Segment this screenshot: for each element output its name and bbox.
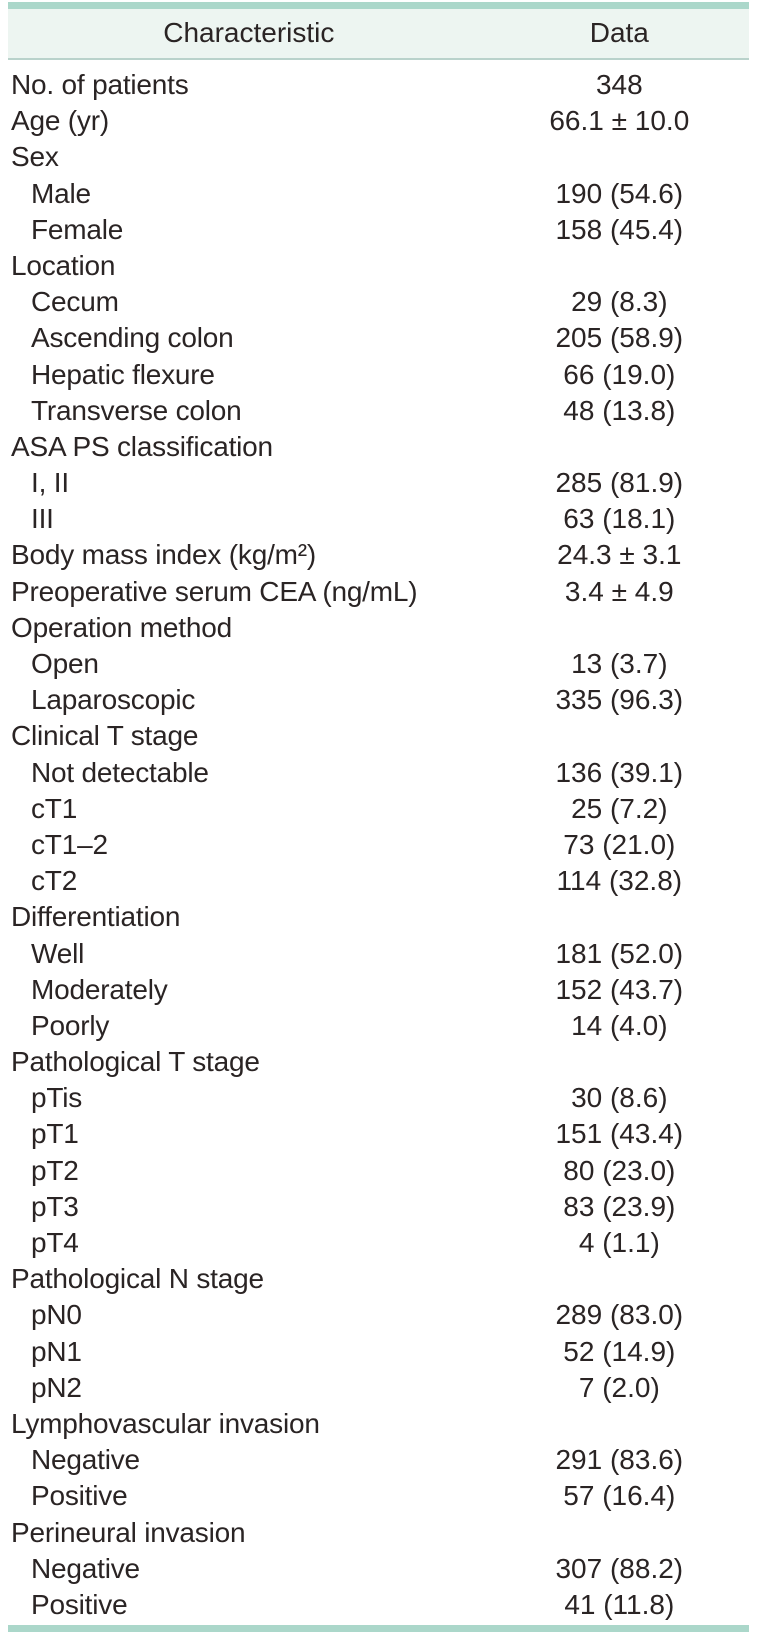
row-value: 190 (54.6) (555, 177, 684, 209)
table-row (8, 755, 749, 791)
column-header-data: Data (589, 17, 649, 49)
row-label: pT4 (31, 1227, 79, 1258)
row-label: Negative (31, 1552, 140, 1584)
table-row (8, 537, 749, 573)
table-row (8, 1297, 749, 1333)
row-value: 52 (14.9) (563, 1335, 676, 1367)
row-value: 3.4 ± 4.9 (564, 575, 674, 607)
row-value: 25 (7.2) (571, 792, 668, 824)
row-label: Well (31, 937, 85, 969)
row-label: Preoperative serum CEA (ng/mL) (11, 575, 418, 607)
table-row (8, 212, 749, 248)
table-row (8, 1080, 749, 1116)
table-top-border (8, 2, 749, 9)
table-row (8, 176, 749, 212)
row-label: Open (31, 648, 99, 679)
row-label: Perineural invasion (11, 1516, 246, 1548)
row-label: Moderately (31, 973, 168, 1005)
row-label: Positive (31, 1480, 128, 1512)
table-row (8, 103, 749, 139)
table-row (8, 1551, 749, 1587)
table-row (8, 1515, 749, 1551)
row-label: Not detectable (31, 756, 209, 788)
row-label: Clinical T stage (11, 720, 199, 752)
row-label: Sex (11, 141, 59, 173)
table-row (8, 936, 749, 972)
table-row (8, 1406, 749, 1442)
row-label: Positive (31, 1588, 128, 1620)
table-row (8, 1442, 749, 1478)
row-label: pT1 (31, 1118, 79, 1150)
table-row (8, 429, 749, 465)
row-label: Negative (31, 1444, 140, 1476)
table-row (8, 248, 749, 284)
row-value: 66 (19.0) (563, 358, 676, 390)
row-value: 348 (595, 69, 643, 100)
row-label: pN2 (31, 1371, 82, 1403)
row-value: 7 (2.0) (578, 1371, 660, 1403)
row-label: pN1 (31, 1335, 82, 1367)
table-row (8, 610, 749, 646)
row-value: 29 (8.3) (571, 286, 668, 318)
row-value: 57 (16.4) (563, 1480, 676, 1512)
table-row (8, 139, 749, 175)
column-header-characteristic: Characteristic (163, 17, 335, 49)
table-row (8, 899, 749, 935)
row-value: 13 (3.7) (571, 648, 668, 679)
row-value: 152 (43.7) (555, 973, 684, 1005)
table-row (8, 1587, 749, 1623)
row-value: 48 (13.8) (563, 394, 676, 426)
row-label: Pathological N stage (11, 1263, 264, 1295)
row-label: III (31, 503, 54, 535)
row-value: 4 (1.1) (578, 1227, 660, 1258)
row-label: cT2 (31, 865, 78, 897)
row-value: 83 (23.9) (563, 1190, 676, 1222)
row-value: 73 (21.0) (563, 828, 676, 860)
row-value: 289 (83.0) (555, 1299, 684, 1331)
row-value: 41 (11.8) (564, 1588, 675, 1620)
table-row (8, 465, 749, 501)
row-value: 14 (4.0) (571, 1009, 668, 1041)
table-row (8, 1261, 749, 1297)
table-row (8, 827, 749, 863)
row-label: Ascending colon (31, 322, 234, 354)
row-label: Body mass index (kg/m²) (11, 539, 317, 571)
table-row (8, 646, 749, 682)
table-row (8, 574, 749, 610)
table-row (8, 682, 749, 718)
row-label: pT2 (31, 1154, 79, 1186)
table-row (8, 501, 749, 537)
row-label: Lymphovascular invasion (11, 1407, 320, 1439)
table-row (8, 393, 749, 429)
row-label: Poorly (31, 1009, 110, 1041)
table-row (8, 718, 749, 754)
row-label: pT3 (31, 1190, 79, 1222)
row-value: 158 (45.4) (555, 213, 684, 245)
row-label: cT1 (31, 792, 78, 824)
table-row (8, 863, 749, 899)
table-row (8, 1189, 749, 1225)
row-label: ASA PS classification (11, 430, 273, 462)
table-row (8, 1044, 749, 1080)
row-value: 181 (52.0) (555, 937, 684, 969)
table-row (8, 1478, 749, 1514)
table-body (8, 60, 749, 1623)
table-row (8, 972, 749, 1008)
row-value: 136 (39.1) (555, 756, 684, 788)
row-label: Laparoscopic (31, 684, 196, 716)
row-value: 66.1 ± 10.0 (549, 105, 690, 137)
row-label: Location (11, 249, 116, 281)
row-label: pN0 (31, 1299, 82, 1331)
row-value: 151 (43.4) (555, 1118, 684, 1150)
table-row (8, 284, 749, 320)
table-header-row (8, 9, 749, 60)
row-value: 335 (96.3) (555, 684, 684, 716)
row-label: Hepatic flexure (31, 358, 215, 390)
row-value: 114 (32.8) (556, 865, 683, 897)
row-label: No. of patients (11, 69, 189, 100)
table-row (8, 1370, 749, 1406)
row-value: 80 (23.0) (563, 1154, 676, 1186)
row-label: Male (31, 177, 91, 209)
table-row (8, 1153, 749, 1189)
table-row (8, 320, 749, 356)
row-label: pTis (31, 1082, 83, 1114)
row-label: Operation method (11, 611, 232, 643)
row-value: 63 (18.1) (563, 503, 676, 535)
row-label: Pathological T stage (11, 1046, 260, 1078)
row-value: 24.3 ± 3.1 (557, 539, 682, 571)
row-label: Cecum (31, 286, 119, 318)
characteristics-table (8, 2, 749, 1632)
table-row (8, 1116, 749, 1152)
table-row (8, 791, 749, 827)
row-value: 205 (58.9) (555, 322, 684, 354)
table-row (8, 1334, 749, 1370)
table-row (8, 357, 749, 393)
row-label: Female (31, 213, 124, 245)
row-value: 307 (88.2) (555, 1552, 684, 1584)
row-label: Transverse colon (31, 394, 242, 426)
table-row (8, 1225, 749, 1261)
row-value: 30 (8.6) (571, 1082, 668, 1114)
row-label: I, II (31, 467, 69, 499)
table-row (8, 67, 749, 103)
table-bottom-border (8, 1625, 749, 1632)
row-value: 285 (81.9) (555, 467, 684, 499)
row-label: cT1–2 (31, 828, 108, 860)
table-row (8, 1008, 749, 1044)
row-value: 291 (83.6) (555, 1444, 684, 1476)
row-label: Differentiation (11, 901, 181, 933)
row-label: Age (yr) (11, 105, 109, 137)
